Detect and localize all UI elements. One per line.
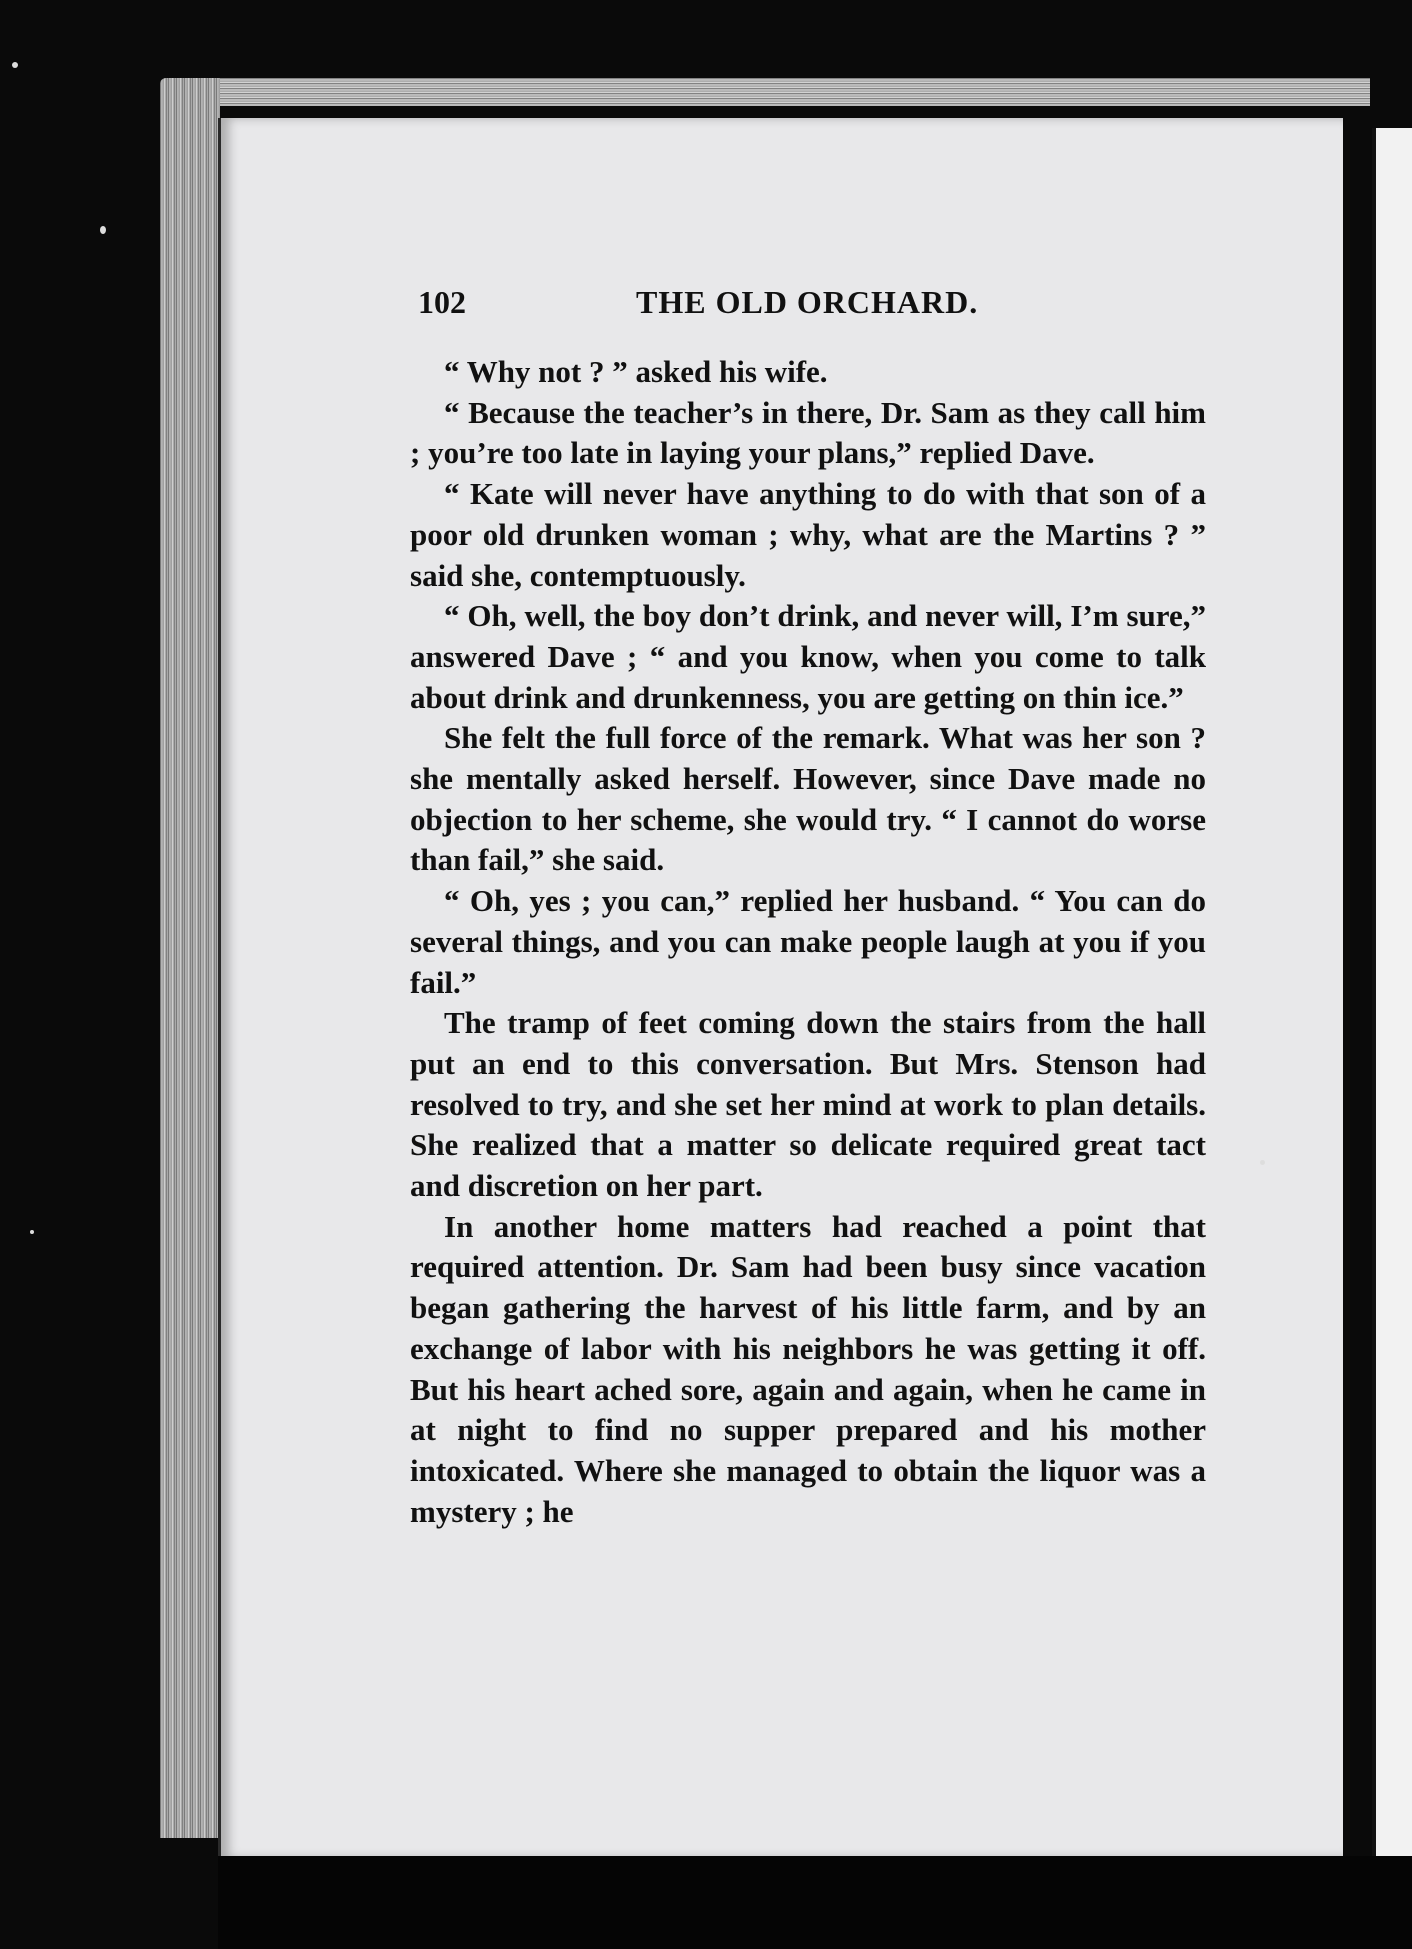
paragraph: “ Because the teacher’s in there, Dr. Sam as they call him ; you’re too late in laying your plans,” replied Dave.	[410, 394, 1206, 471]
dust-speck	[1260, 1160, 1265, 1165]
paragraph: “ Oh, yes ; you can,” replied her husband. “ You can do several things, and you can make people laugh at you if you fail.”	[410, 883, 1206, 1000]
scan-bottom-margin	[218, 1856, 1412, 1949]
paragraph: In another home matters had reached a point that required attention. Dr. Sam had been busy since vacation began gathering the harvest of his little farm, and by an exchange of labor with his neighbors he was getting it off. But his heart ached sore, again and again, when he came in at night to find no supper prepared and his mother intoxicated. Where she managed to obtain the liquor was a mystery ; he	[410, 1208, 1206, 1529]
paragraph: “ Kate will never have anything to do with that son of a poor old drunken woman ; why, what are the Martins ? ” said she, contemptuously.	[410, 476, 1206, 593]
paragraph: The tramp of feet coming down the stairs from the hall put an end to this conversation. But Mrs. Stenson had resolved to try, and she set her mind at work to plan details. She realized that a matter so delicate required great tact and discretion on her part.	[410, 1005, 1206, 1204]
page-number: 102	[418, 284, 466, 320]
page-stack-top-edge	[170, 78, 1370, 106]
dust-speck	[100, 226, 106, 234]
running-title: THE OLD ORCHARD.	[636, 284, 979, 320]
paragraph: “ Oh, well, the boy don’t drink, and never will, I’m sure,” answered Dave ; “ and you know, when you come to talk about drink and drunkenness, you are getting on thin ice.”	[410, 598, 1206, 715]
paragraph: “ Why not ? ” asked his wife.	[444, 354, 828, 389]
dust-speck	[30, 1230, 34, 1234]
facing-page-edge	[1372, 128, 1412, 1858]
page-stack-left-edge	[160, 78, 220, 1838]
paragraph: She felt the full force of the remark. What was her son ? she mentally asked herself. However, since Dave made no objection to her scheme, she would try. “ I cannot do worse than fail,” she said.	[410, 720, 1206, 878]
page-body-text	[410, 352, 1206, 1532]
dust-speck	[12, 62, 18, 68]
page-header	[418, 284, 1208, 334]
